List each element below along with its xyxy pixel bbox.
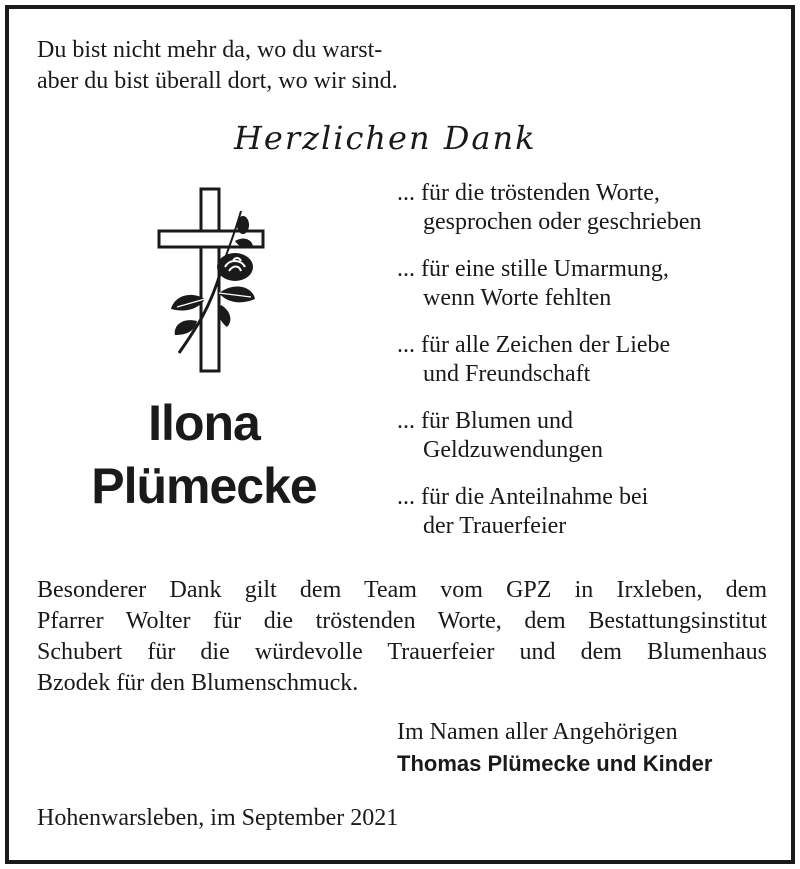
thanks-item-line: ... für alle Zeichen der Liebe xyxy=(397,332,671,358)
thanks-item-line: Geldzuwendungen xyxy=(423,437,603,463)
thanks-item-line: ... für die tröstenden Worte, xyxy=(397,180,660,206)
signature-intro: Im Namen aller Angehörigen xyxy=(397,719,678,745)
thanks-item-line: gesprochen oder geschrieben xyxy=(423,209,702,235)
thanks-item xyxy=(397,331,702,389)
thanks-item-line: ... für die Anteilnahme bei xyxy=(397,484,649,510)
thanks-list xyxy=(397,179,702,559)
special-thanks-line: Bzodek für den Blumenschmuck. xyxy=(37,670,359,696)
signature-signers: Thomas Plümecke und Kinder xyxy=(397,751,713,776)
thanks-item xyxy=(397,179,702,237)
heading: Herzlichen Dank xyxy=(234,119,537,157)
thanks-item xyxy=(397,255,702,313)
special-thanks-line: Besonderer Dank gilt dem Team vom GPZ in Irxleben, dem xyxy=(37,577,767,603)
thanks-item-line: wenn Worte fehlten xyxy=(423,285,612,311)
thanks-item-line: ... für Blumen und xyxy=(397,408,573,434)
special-thanks-paragraph xyxy=(37,575,767,699)
thanks-item-line: der Trauerfeier xyxy=(423,513,567,539)
signature-block xyxy=(397,717,712,779)
poem-line: aber du bist überall dort, wo wir sind. xyxy=(37,68,398,94)
special-thanks-line: Schubert für die würdevolle Trauerfeier und dem Blumenhaus xyxy=(37,639,767,665)
obituary-notice xyxy=(5,5,795,864)
deceased-first-name: Ilona xyxy=(148,395,260,451)
thanks-item-line: ... für eine stille Umarmung, xyxy=(397,256,669,282)
poem-line: Du bist nicht mehr da, wo du warst- xyxy=(37,37,383,63)
poem xyxy=(37,35,398,97)
thanks-item xyxy=(397,407,702,465)
thanks-item-line: und Freundschaft xyxy=(423,361,591,387)
place-date: Hohenwarsleben, im September 2021 xyxy=(37,805,399,831)
special-thanks-line: Pfarrer Wolter für die tröstenden Worte, dem Bestattungsinstitut xyxy=(37,608,767,634)
thanks-item xyxy=(397,483,702,541)
cross-with-rose-icon xyxy=(149,181,269,381)
deceased-last-name: Plümecke xyxy=(91,458,317,514)
